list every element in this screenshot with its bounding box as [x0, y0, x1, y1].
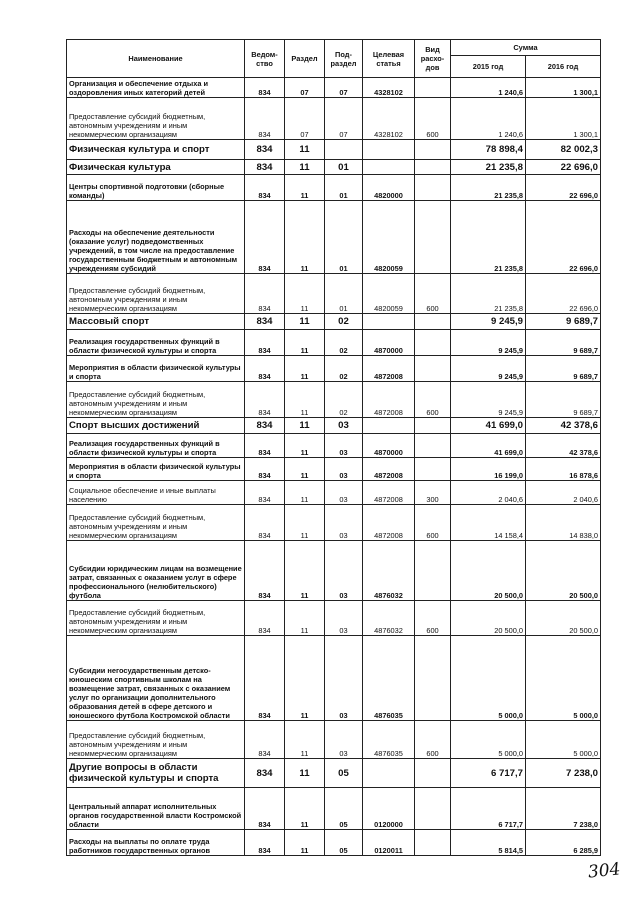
row-exptype	[415, 759, 451, 788]
row-section: 11	[285, 160, 325, 175]
row-sum-2016: 9 689,7	[526, 330, 601, 356]
row-name: Центры спортивной подготовки (сборные команды)	[67, 175, 245, 201]
row-exptype	[415, 458, 451, 481]
row-name: Мероприятия в области физической культуры и спорта	[67, 458, 245, 481]
row-dept: 834	[245, 636, 285, 721]
row-sum-2016: 20 500,0	[526, 541, 601, 601]
row-sum-2015: 5 000,0	[451, 636, 526, 721]
row-dept: 834	[245, 481, 285, 505]
table-row	[67, 788, 601, 830]
row-target: 4876035	[363, 721, 415, 759]
row-exptype	[415, 636, 451, 721]
row-target: 4820000	[363, 175, 415, 201]
row-sum-2016: 22 696,0	[526, 274, 601, 314]
row-target: 4872008	[363, 382, 415, 418]
row-subsection: 01	[325, 274, 363, 314]
row-dept: 834	[245, 505, 285, 541]
row-name: Предоставление субсидий бюджетным, автономным учреждениям и иным некоммерческим организациям	[67, 382, 245, 418]
row-sum-2015: 20 500,0	[451, 541, 526, 601]
row-target: 4876035	[363, 636, 415, 721]
row-subsection: 03	[325, 505, 363, 541]
col-2016-header: 2016 год	[526, 56, 601, 78]
row-target	[363, 160, 415, 175]
row-subsection: 01	[325, 175, 363, 201]
row-name: Физическая культура и спорт	[67, 140, 245, 160]
table-row	[67, 458, 601, 481]
row-name: Социальное обеспечение и иные выплаты населению	[67, 481, 245, 505]
row-subsection: 02	[325, 382, 363, 418]
row-dept: 834	[245, 314, 285, 330]
row-sum-2016: 9 689,7	[526, 382, 601, 418]
row-dept: 834	[245, 759, 285, 788]
row-target: 4328102	[363, 98, 415, 140]
row-name: Субсидии юридическим лицам на возмещение затрат, связанных с оказанием услуг в сфере профессионального (нелюбительского) футбола	[67, 541, 245, 601]
row-subsection: 02	[325, 314, 363, 330]
row-exptype	[415, 830, 451, 856]
table-row	[67, 160, 601, 175]
row-target: 4872008	[363, 458, 415, 481]
row-sum-2016: 22 696,0	[526, 201, 601, 274]
row-exptype	[415, 175, 451, 201]
row-exptype: 300	[415, 481, 451, 505]
table-row	[67, 434, 601, 458]
row-target: 4876032	[363, 601, 415, 636]
row-sum-2015: 14 158,4	[451, 505, 526, 541]
row-sum-2016: 5 000,0	[526, 721, 601, 759]
row-section: 11	[285, 201, 325, 274]
row-dept: 834	[245, 788, 285, 830]
row-sum-2015: 1 240,6	[451, 78, 526, 98]
row-subsection: 03	[325, 434, 363, 458]
row-name: Реализация государственных функций в области физической культуры и спорта	[67, 434, 245, 458]
row-target: 4876032	[363, 541, 415, 601]
table-row	[67, 636, 601, 721]
row-sum-2016: 42 378,6	[526, 418, 601, 434]
row-name: Предоставление субсидий бюджетным, автономным учреждениям и иным некоммерческим организациям	[67, 505, 245, 541]
row-dept: 834	[245, 98, 285, 140]
row-section: 11	[285, 788, 325, 830]
row-section: 07	[285, 98, 325, 140]
row-section: 11	[285, 314, 325, 330]
row-name: Физическая культура	[67, 160, 245, 175]
row-sum-2016: 22 696,0	[526, 160, 601, 175]
col-section-header: Раздел	[285, 40, 325, 78]
row-dept: 834	[245, 458, 285, 481]
row-dept: 834	[245, 418, 285, 434]
table-row	[67, 274, 601, 314]
table-row	[67, 356, 601, 382]
row-subsection: 03	[325, 541, 363, 601]
table-row	[67, 330, 601, 356]
row-exptype: 600	[415, 721, 451, 759]
row-subsection: 03	[325, 721, 363, 759]
row-section: 11	[285, 140, 325, 160]
row-name: Предоставление субсидий бюджетным, автономным учреждениям и иным некоммерческим организациям	[67, 274, 245, 314]
row-dept: 834	[245, 356, 285, 382]
row-dept: 834	[245, 274, 285, 314]
row-subsection: 07	[325, 78, 363, 98]
row-sum-2016: 6 285,9	[526, 830, 601, 856]
table-row	[67, 481, 601, 505]
row-name: Реализация государственных функций в области физической культуры и спорта	[67, 330, 245, 356]
row-sum-2015: 9 245,9	[451, 382, 526, 418]
table-row	[67, 721, 601, 759]
row-sum-2015: 21 235,8	[451, 201, 526, 274]
row-exptype	[415, 541, 451, 601]
row-sum-2016: 9 689,7	[526, 314, 601, 330]
row-dept: 834	[245, 721, 285, 759]
row-target	[363, 759, 415, 788]
row-subsection: 01	[325, 160, 363, 175]
row-sum-2015: 2 040,6	[451, 481, 526, 505]
row-dept: 834	[245, 830, 285, 856]
row-sum-2016: 20 500,0	[526, 601, 601, 636]
row-target	[363, 418, 415, 434]
row-exptype: 600	[415, 382, 451, 418]
col-subsection-header: Под-раздел	[325, 40, 363, 78]
row-subsection: 03	[325, 458, 363, 481]
row-name: Расходы на выплаты по оплате труда работников государственных органов	[67, 830, 245, 856]
col-dept-header: Ведом-ство	[245, 40, 285, 78]
row-target: 4872008	[363, 481, 415, 505]
row-sum-2015: 21 235,8	[451, 175, 526, 201]
row-sum-2016: 9 689,7	[526, 356, 601, 382]
row-sum-2015: 21 235,8	[451, 160, 526, 175]
row-dept: 834	[245, 330, 285, 356]
row-exptype	[415, 788, 451, 830]
row-dept: 834	[245, 541, 285, 601]
row-dept: 834	[245, 160, 285, 175]
row-section: 11	[285, 721, 325, 759]
col-target-header: Целевая статья	[363, 40, 415, 78]
row-subsection: 05	[325, 830, 363, 856]
row-name: Предоставление субсидий бюджетным, автономным учреждениям и иным некоммерческим организациям	[67, 98, 245, 140]
row-exptype: 600	[415, 274, 451, 314]
row-section: 11	[285, 759, 325, 788]
row-target: 4872008	[363, 356, 415, 382]
row-target: 4872008	[363, 505, 415, 541]
row-section: 11	[285, 601, 325, 636]
row-sum-2016: 1 300,1	[526, 98, 601, 140]
row-section: 11	[285, 330, 325, 356]
row-name: Предоставление субсидий бюджетным, автономным учреждениям и иным некоммерческим организациям	[67, 601, 245, 636]
row-subsection: 02	[325, 356, 363, 382]
row-dept: 834	[245, 78, 285, 98]
row-subsection: 05	[325, 788, 363, 830]
table-row	[67, 140, 601, 160]
row-exptype	[415, 140, 451, 160]
row-exptype	[415, 418, 451, 434]
row-exptype: 600	[415, 505, 451, 541]
row-exptype	[415, 160, 451, 175]
row-section: 07	[285, 78, 325, 98]
table-header	[67, 40, 601, 78]
row-sum-2015: 6 717,7	[451, 759, 526, 788]
row-subsection: 03	[325, 636, 363, 721]
row-sum-2015: 9 245,9	[451, 356, 526, 382]
row-dept: 834	[245, 382, 285, 418]
row-sum-2016: 7 238,0	[526, 788, 601, 830]
row-name: Центральный аппарат исполнительных органов государственной власти Костромской области	[67, 788, 245, 830]
table-row	[67, 418, 601, 434]
row-target: 0120011	[363, 830, 415, 856]
table-row	[67, 78, 601, 98]
row-target: 4870000	[363, 434, 415, 458]
row-name: Мероприятия в области физической культуры и спорта	[67, 356, 245, 382]
table-row	[67, 541, 601, 601]
row-name: Предоставление субсидий бюджетным, автономным учреждениям и иным некоммерческим организациям	[67, 721, 245, 759]
row-exptype	[415, 356, 451, 382]
row-section: 11	[285, 481, 325, 505]
row-sum-2016: 2 040,6	[526, 481, 601, 505]
row-subsection: 02	[325, 330, 363, 356]
row-name: Массовый спорт	[67, 314, 245, 330]
row-target: 0120000	[363, 788, 415, 830]
row-section: 11	[285, 830, 325, 856]
row-target: 4328102	[363, 78, 415, 98]
col-sum-header: Сумма	[451, 40, 601, 56]
table-row	[67, 314, 601, 330]
row-sum-2015: 9 245,9	[451, 330, 526, 356]
row-section: 11	[285, 356, 325, 382]
row-section: 11	[285, 175, 325, 201]
row-sum-2015: 78 898,4	[451, 140, 526, 160]
row-sum-2015: 20 500,0	[451, 601, 526, 636]
row-section: 11	[285, 636, 325, 721]
row-section: 11	[285, 458, 325, 481]
row-dept: 834	[245, 140, 285, 160]
row-exptype	[415, 201, 451, 274]
row-exptype	[415, 330, 451, 356]
row-dept: 834	[245, 601, 285, 636]
row-sum-2015: 41 699,0	[451, 434, 526, 458]
row-name: Расходы на обеспечение деятельности (оказание услуг) подведомственных учреждений, в том числе на предоставление государственным бюджетным и автономным учреждениям субсидий	[67, 201, 245, 274]
row-name: Организация и обеспечение отдыха и оздоровления иных категорий детей	[67, 78, 245, 98]
row-exptype	[415, 78, 451, 98]
row-sum-2016: 42 378,6	[526, 434, 601, 458]
row-sum-2015: 1 240,6	[451, 98, 526, 140]
row-subsection	[325, 140, 363, 160]
row-section: 11	[285, 505, 325, 541]
row-sum-2015: 16 199,0	[451, 458, 526, 481]
row-sum-2016: 14 838,0	[526, 505, 601, 541]
table-row	[67, 505, 601, 541]
row-subsection: 03	[325, 601, 363, 636]
row-section: 11	[285, 382, 325, 418]
table-row	[67, 201, 601, 274]
row-subsection: 03	[325, 481, 363, 505]
row-sum-2015: 5 000,0	[451, 721, 526, 759]
row-dept: 834	[245, 175, 285, 201]
table-body	[67, 78, 601, 856]
row-exptype: 600	[415, 601, 451, 636]
row-sum-2015: 21 235,8	[451, 274, 526, 314]
table-row	[67, 382, 601, 418]
row-sum-2015: 5 814,5	[451, 830, 526, 856]
budget-table	[66, 39, 601, 856]
row-target: 4820059	[363, 274, 415, 314]
row-exptype	[415, 314, 451, 330]
table-row	[67, 98, 601, 140]
page-number: 304	[587, 859, 622, 883]
row-sum-2015: 6 717,7	[451, 788, 526, 830]
row-subsection: 07	[325, 98, 363, 140]
row-section: 11	[285, 418, 325, 434]
row-dept: 834	[245, 201, 285, 274]
row-exptype: 600	[415, 98, 451, 140]
row-target	[363, 314, 415, 330]
row-sum-2016: 82 002,3	[526, 140, 601, 160]
row-dept: 834	[245, 434, 285, 458]
table-row	[67, 175, 601, 201]
table-row	[67, 601, 601, 636]
row-target: 4820059	[363, 201, 415, 274]
row-section: 11	[285, 541, 325, 601]
row-target: 4870000	[363, 330, 415, 356]
row-name: Другие вопросы в области физической культуры и спорта	[67, 759, 245, 788]
row-sum-2016: 7 238,0	[526, 759, 601, 788]
table-row	[67, 759, 601, 788]
row-sum-2016: 22 696,0	[526, 175, 601, 201]
row-subsection: 01	[325, 201, 363, 274]
row-sum-2015: 41 699,0	[451, 418, 526, 434]
col-2015-header: 2015 год	[451, 56, 526, 78]
row-subsection: 05	[325, 759, 363, 788]
row-sum-2015: 9 245,9	[451, 314, 526, 330]
table-row	[67, 830, 601, 856]
row-sum-2016: 5 000,0	[526, 636, 601, 721]
row-sum-2016: 16 878,6	[526, 458, 601, 481]
row-target	[363, 140, 415, 160]
row-name: Спорт высших достижений	[67, 418, 245, 434]
row-subsection: 03	[325, 418, 363, 434]
row-section: 11	[285, 434, 325, 458]
col-exptype-header: Вид расхо-дов	[415, 40, 451, 78]
col-name-header: Наименование	[67, 40, 245, 78]
row-name: Субсидии негосударственным детско-юношеским спортивным школам на возмещение затрат, связанных с оказанием услуг по организации дополнительного образования детей в сфере детского и юношеского футбола Костромской области	[67, 636, 245, 721]
row-sum-2016: 1 300,1	[526, 78, 601, 98]
row-section: 11	[285, 274, 325, 314]
row-exptype	[415, 434, 451, 458]
